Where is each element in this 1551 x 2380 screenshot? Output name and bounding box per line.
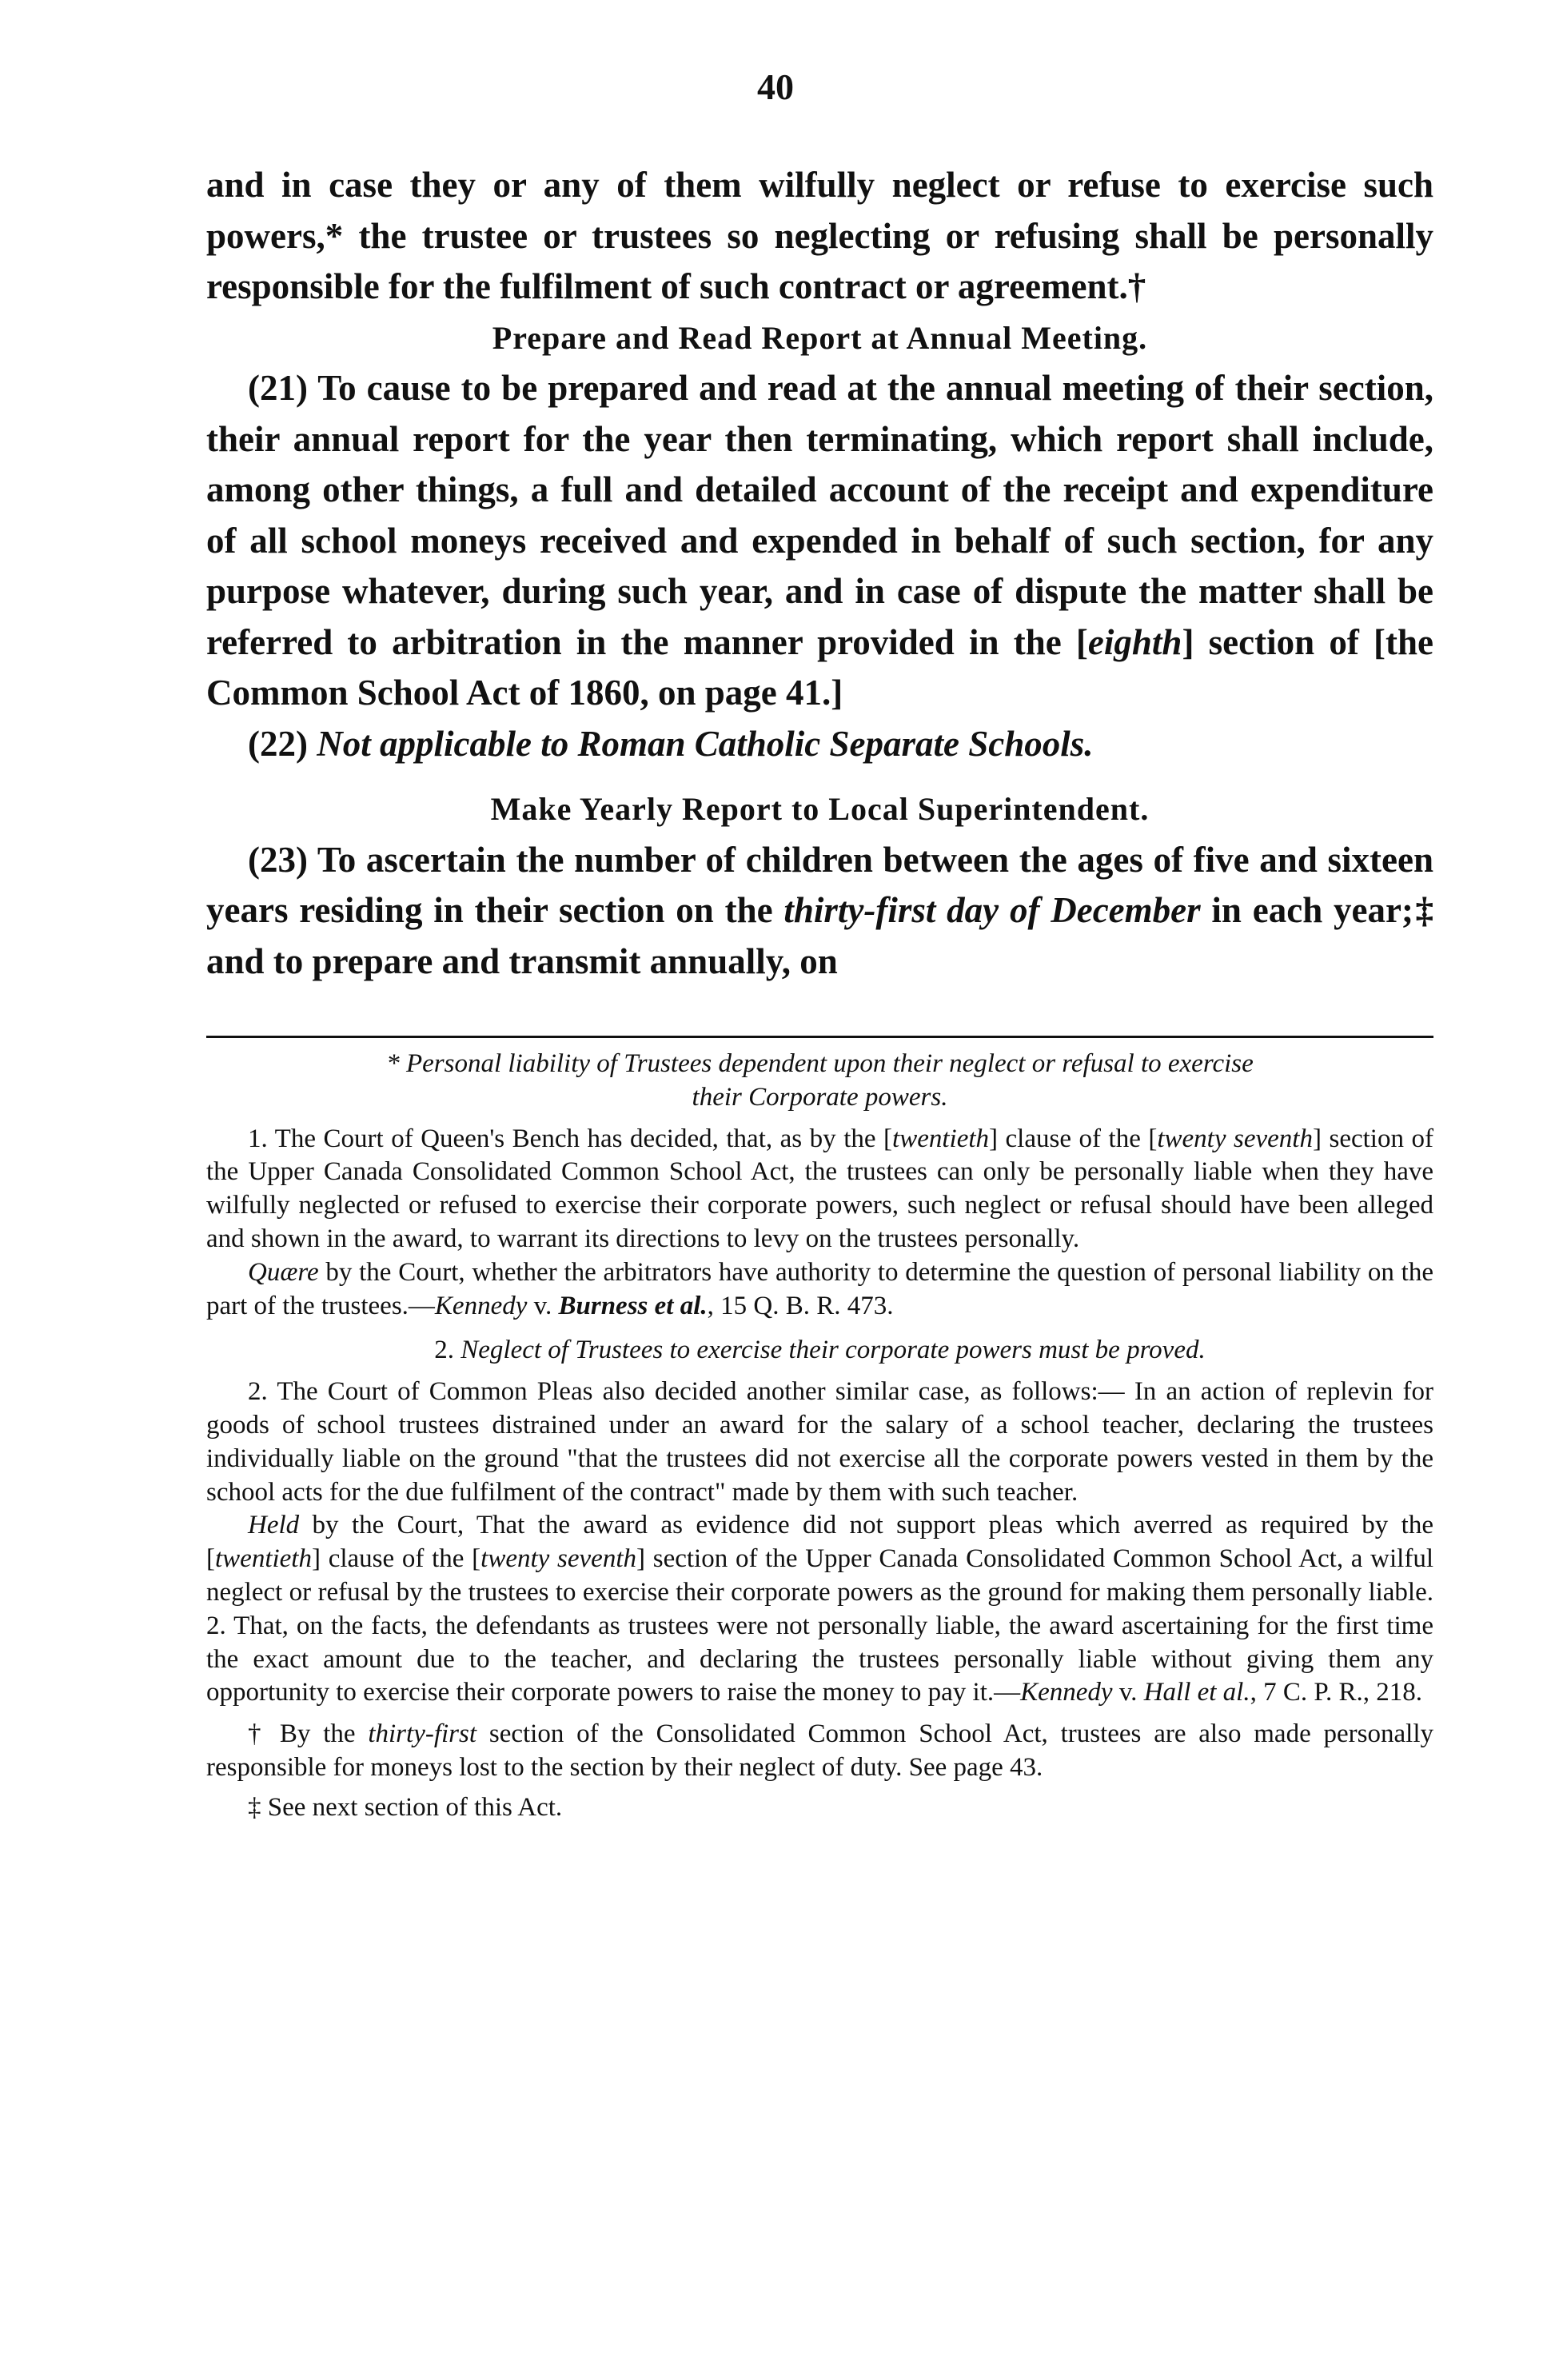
page-number: 40 [757, 66, 794, 107]
footnote-1-title-line-1: * Personal liability of Trustees dependent upon their neglect or refusal to exercise [386, 1049, 1254, 1078]
footnote-double-dagger: ‡ See next section of this Act. [248, 1792, 563, 1822]
footnote-1-case-versus: v. [527, 1291, 559, 1320]
section-heading-yearly-report: Make Yearly Report to Local Superintendent. [490, 791, 1150, 827]
footnote-2-title-number: 2. [434, 1336, 461, 1365]
footnote-1-emphasis-2: twenty seventh [1157, 1124, 1313, 1153]
main-text [206, 160, 1433, 987]
footnote-2-held: Held [248, 1511, 300, 1540]
footnote-2-emphasis-2: twenty seventh [480, 1544, 637, 1574]
paragraph-continuation: and in case they or any of them wilfully neglect or refuse to exercise such powers,* the trustee or trustees so neglecting or refusing shall be personally responsible for the fulfilment of such contract or agreement.† [206, 165, 1433, 306]
footnote-dagger-text: † By the [248, 1719, 369, 1749]
footnote-1-emphasis-1: twentieth [892, 1124, 990, 1153]
paragraph-23-text-end: in each year;‡ and to prepare and transmit annually, on [206, 890, 1433, 981]
footnote-2-case-versus: v. [1112, 1678, 1144, 1707]
footnote-2-text: by the Court, That the award as evidence did not support pleas which averred as required by the [ [206, 1511, 1433, 1574]
footnote-1-paragraph-1 [206, 1123, 1433, 1256]
paragraph-23 [206, 835, 1433, 988]
footnote-1-text: 1. The Court of Queen's Bench has decided, that, as by the [ [248, 1124, 893, 1153]
footnote-dagger [206, 1718, 1433, 1785]
paragraph-22-number: (22) [248, 723, 317, 764]
footnote-2-paragraph-1: 2. The Court of Common Pleas also decided another similar case, as follows:— In an action of replevin for goods of school trustees distrained under an award for the salary of a school teacher, declaring the trustees individually liable on the ground "that the trustees did not exercise all the corporate powers vested in them by the school acts for the due fulfilment of the contract" made by them with such teacher. [206, 1377, 1433, 1507]
footnote-divider [206, 1036, 1433, 1038]
footnote-dagger-text-end: section of the Consolidated Common School Act, trustees are also made personally responsible for moneys lost to the section by their neglect of duty. See page 43. [206, 1719, 1433, 1782]
footnote-1-paragraph-2 [206, 1256, 1433, 1324]
footnote-2-title [206, 1334, 1433, 1368]
footnote-1-case-party-1: Kennedy [434, 1291, 528, 1320]
paragraph-23-text: (23) To ascertain the number of children between the ages of five and sixteen years residing in their section on the [206, 839, 1433, 930]
footnote-1-title-line-2: their Corporate powers. [692, 1082, 948, 1112]
footnote-2-title-text: Neglect of Trustees to exercise their corporate powers must be proved. [461, 1336, 1206, 1365]
footnote-1-quaere-text: by the Court, whether the arbitrators have authority to determine the question of personal liability on the part of the trustees.— [206, 1257, 1433, 1320]
footnote-1-quaere: Quære [248, 1257, 319, 1287]
footnote-1-text-3: ] section of the Upper Canada Consolidated Common School Act, the trustees can only be personally liable when they have wilfully neglected or refused to exercise their corporate powers, such neglect or refusal should have been alleged and shown in the award, to warrant its directions to levy on the trustees personally. [206, 1124, 1433, 1253]
footnote-1-title [206, 1048, 1433, 1115]
paragraph-22-text: Not applicable to Roman Catholic Separate Schools. [317, 723, 1094, 764]
footnote-1-case-citation: , 15 Q. B. R. 473. [707, 1291, 894, 1320]
paragraph-23-emphasis: thirty-first day of December [783, 890, 1201, 930]
footnote-1-text-2: ] clause of the [ [989, 1124, 1158, 1153]
paragraph-21-emphasis: eighth [1087, 621, 1182, 662]
section-heading-annual-report: Prepare and Read Report at Annual Meeting. [492, 319, 1148, 356]
footnote-2-case-party-2: Hall et al. [1143, 1678, 1250, 1707]
footnote-2-case-party-1: Kennedy [1020, 1678, 1113, 1707]
footnote-2-text-3: ] section of the Upper Canada Consolidated Common School Act, a wilful neglect or refusal by the trustees to exercise their corporate powers as the ground for making them personally liable. 2. That, on the facts, the defendants as trustees were not personally liable, the award ascertaining for the first time the exact amount due to the teacher, and declaring the trustees personally liable without giving them any opportunity to exercise their corporate powers to raise the money to pay it.— [206, 1544, 1434, 1707]
footnotes [206, 1048, 1433, 1825]
footnote-2-text-2: ] clause of the [ [311, 1544, 481, 1574]
paragraph-21-text-end: ] section of [the Common School Act of 1860, on page 41.] [206, 621, 1433, 713]
footnote-dagger-emphasis: thirty-first [368, 1719, 477, 1749]
paragraph-22 [206, 719, 1433, 770]
paragraph-21 [206, 363, 1433, 719]
footnote-2-paragraph-2 [206, 1509, 1433, 1710]
paragraph-21-text: (21) To cause to be prepared and read at the annual meeting of their section, their annual report for the year then terminating, which report shall include, among other things, a full and detailed account of the receipt and expenditure of all school moneys received and expended in behalf of such section, for any purpose whatever, during such year, and in case of dispute the matter shall be referred to arbitration in the manner provided in the [ [206, 368, 1433, 662]
footnote-2-emphasis-1: twentieth [215, 1544, 312, 1574]
footnote-1-case-party-2: Burness et al. [558, 1291, 708, 1320]
footnote-2-case-citation: , 7 C. P. R., 218. [1250, 1678, 1423, 1707]
